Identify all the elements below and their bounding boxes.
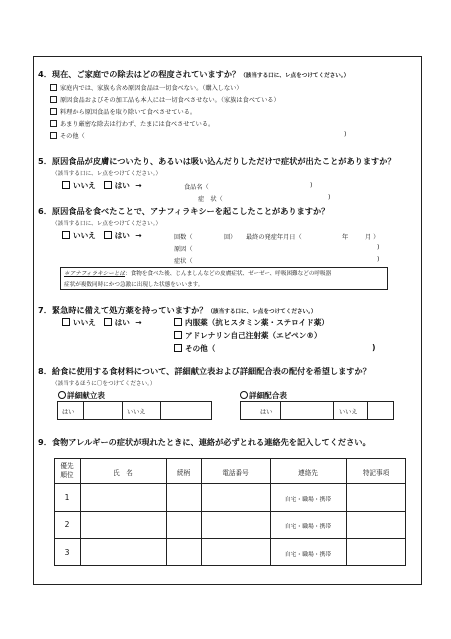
table-row-divider xyxy=(54,538,406,539)
q6-note: （該当する口に、レ点をつけてください。） xyxy=(52,221,162,227)
q5-answer-row xyxy=(62,180,142,191)
mix-label: 詳細配合表 xyxy=(249,391,287,400)
q5-title: 5．原因食品が皮膚についたり、あるいは吸い込んだりしただけで症状が出たことがありますか？ xyxy=(38,156,396,166)
q8-note: （該当するほうに〇をつけてください。） xyxy=(52,381,156,387)
table-header-rank: 優先 順位 xyxy=(60,462,74,479)
q8-mix-heading xyxy=(240,390,287,401)
q4-option-label: あまり厳密な除去は行わず、たまには食べさせている。 xyxy=(60,121,215,128)
q6-count-unit: 回） xyxy=(224,234,237,241)
q6-last-label: 最終の発症年月日（ xyxy=(246,234,302,241)
divider xyxy=(83,401,84,420)
circle-icon xyxy=(58,391,66,399)
q8-menu-no[interactable]: いいえ xyxy=(127,409,146,416)
q7-title xyxy=(38,305,317,316)
q6-answer-row xyxy=(62,230,142,241)
q6-count-label: 回数（ xyxy=(174,234,193,241)
q8-mix-no[interactable]: いいえ xyxy=(339,409,358,416)
med-label: その他（ xyxy=(185,344,216,353)
q6-title: 6．原因食品を食べたことで、アナフィラキシーを起こしたことがありますか？ xyxy=(38,206,330,216)
q6-symptom-label: 症状（ xyxy=(174,258,193,265)
checkbox-yes[interactable] xyxy=(104,231,112,239)
med-label: 内服薬（抗ヒスタミン薬・ステロイド薬） xyxy=(185,318,329,327)
anaphylaxis-definition-line2: 症状が複数同時にかつ急激に出現した状態をいいます。 xyxy=(64,282,204,288)
q5-symptom-label: 症 状（ xyxy=(198,196,223,203)
q4-title xyxy=(38,69,349,80)
q6-month: 月 ） xyxy=(365,234,380,241)
anaphylaxis-definition-lead: ＊アナフィラキシーとは xyxy=(64,271,126,277)
q4-option-4[interactable] xyxy=(50,119,214,128)
checkbox[interactable] xyxy=(50,120,57,127)
divider xyxy=(367,401,368,420)
checkbox[interactable] xyxy=(50,96,57,103)
checkbox[interactable] xyxy=(174,331,182,339)
divider xyxy=(280,401,281,420)
menu-label: 詳細献立表 xyxy=(67,391,105,400)
q4-other-close: ) xyxy=(344,131,347,138)
anaphylaxis-definition-line1 xyxy=(64,269,331,277)
table-header-phone: 電話番号 xyxy=(222,469,249,477)
checkbox-yes[interactable] xyxy=(104,181,112,189)
table-row-contact-type[interactable]: 自宅・職場・携帯 xyxy=(284,524,332,530)
q4-option-label: 家庭内では、家族も含め原因食品は一切食べない。（購入しない） xyxy=(60,85,243,92)
circle-icon xyxy=(240,391,248,399)
q7-title-text: 7．緊急時に備えて処方薬を持っていますか？ xyxy=(38,305,208,315)
q9-title: 9．食物アレルギーの症状が現れたときに、連絡が必ずとれる連絡先を記入してください。 xyxy=(38,437,371,447)
q7-med-other[interactable] xyxy=(174,343,215,354)
q6-cause-close: ) xyxy=(377,244,380,251)
q7-med-epipen[interactable] xyxy=(174,330,322,341)
med-label: アドレナリン自己注射薬（エピペン®） xyxy=(185,331,322,340)
q4-option-label: 原因食品およびその加工品も本人には一切食べさせない。（家族は食べている） xyxy=(60,97,280,104)
checkbox-no[interactable] xyxy=(62,318,70,326)
checkbox[interactable] xyxy=(174,344,182,352)
table-row-rank: 1 xyxy=(64,493,70,502)
q8-title: 8．給食に使用する食材料について、詳細献立表および詳細配合表の配付を希望しますか？ xyxy=(38,366,371,376)
q5-food-label: 食品名（ xyxy=(184,184,209,191)
q6-year: 年 xyxy=(342,234,349,241)
checkbox[interactable] xyxy=(50,108,57,115)
anaphylaxis-definition-text: ：食物を食べた後、じんましんなどの皮膚症状、ゼーゼー、呼吸困難などの呼吸器 xyxy=(125,271,332,277)
yes-label: はい xyxy=(114,181,130,190)
table-row-contact-type[interactable]: 自宅・職場・携帯 xyxy=(284,497,332,503)
divider xyxy=(160,401,161,420)
no-label: いいえ xyxy=(73,181,96,190)
arrow-icon: → xyxy=(135,231,142,240)
q5-note: （該当する口に、レ点をつけてください。） xyxy=(52,171,162,177)
checkbox[interactable] xyxy=(50,132,57,139)
q4-title-text: 4．現在、ご家庭での除去はどの程度されていますか？ xyxy=(38,69,241,79)
q7-other-close: ) xyxy=(372,343,376,352)
q7-med-oral[interactable] xyxy=(174,317,329,328)
arrow-icon: → xyxy=(135,318,142,327)
q7-answer-row xyxy=(62,317,142,328)
q6-symptom-close: ) xyxy=(377,256,380,263)
q4-option-label: その他（ xyxy=(60,133,85,140)
table-header-contact: 連絡先 xyxy=(298,469,318,477)
q4-option-5[interactable] xyxy=(50,131,85,140)
q8-menu-heading xyxy=(58,390,105,401)
checkbox-no[interactable] xyxy=(62,181,70,189)
no-label: いいえ xyxy=(73,231,96,240)
checkbox[interactable] xyxy=(50,84,57,91)
table-header-relation: 続柄 xyxy=(176,469,191,477)
q5-food-close: ) xyxy=(310,182,313,189)
no-label: いいえ xyxy=(73,318,96,327)
yes-label: はい xyxy=(114,318,130,327)
q4-option-label: 料理から原因食品を取り除いて食べさせている。 xyxy=(60,109,197,116)
q8-menu-yes[interactable]: はい xyxy=(62,409,75,416)
q7-note: （該当する口に、レ点をつけてください。） xyxy=(207,309,317,315)
q4-option-2[interactable] xyxy=(50,95,280,104)
table-row-contact-type[interactable]: 自宅・職場・携帯 xyxy=(284,552,332,558)
q4-option-1[interactable] xyxy=(50,83,243,92)
q4-option-3[interactable] xyxy=(50,107,196,116)
checkbox[interactable] xyxy=(174,318,182,326)
table-header-divider xyxy=(54,483,406,484)
table-header-name: 氏 名 xyxy=(113,469,133,477)
checkbox-no[interactable] xyxy=(62,231,70,239)
table-row-divider xyxy=(54,511,406,512)
table-row-rank: 3 xyxy=(64,548,70,557)
q5-symptom-close: ) xyxy=(328,194,331,201)
q6-cause-label: 原因（ xyxy=(174,246,193,253)
yes-label: はい xyxy=(114,231,130,240)
divider xyxy=(333,401,334,420)
table-header-notes: 特記事項 xyxy=(362,469,390,477)
divider xyxy=(122,401,123,420)
checkbox-yes[interactable] xyxy=(104,318,112,326)
q4-note: （該当する口に、レ点をつけてください。） xyxy=(240,73,350,79)
q8-mix-yes[interactable]: はい xyxy=(260,409,273,416)
arrow-icon: → xyxy=(135,181,142,190)
table-row-rank: 2 xyxy=(64,520,70,529)
